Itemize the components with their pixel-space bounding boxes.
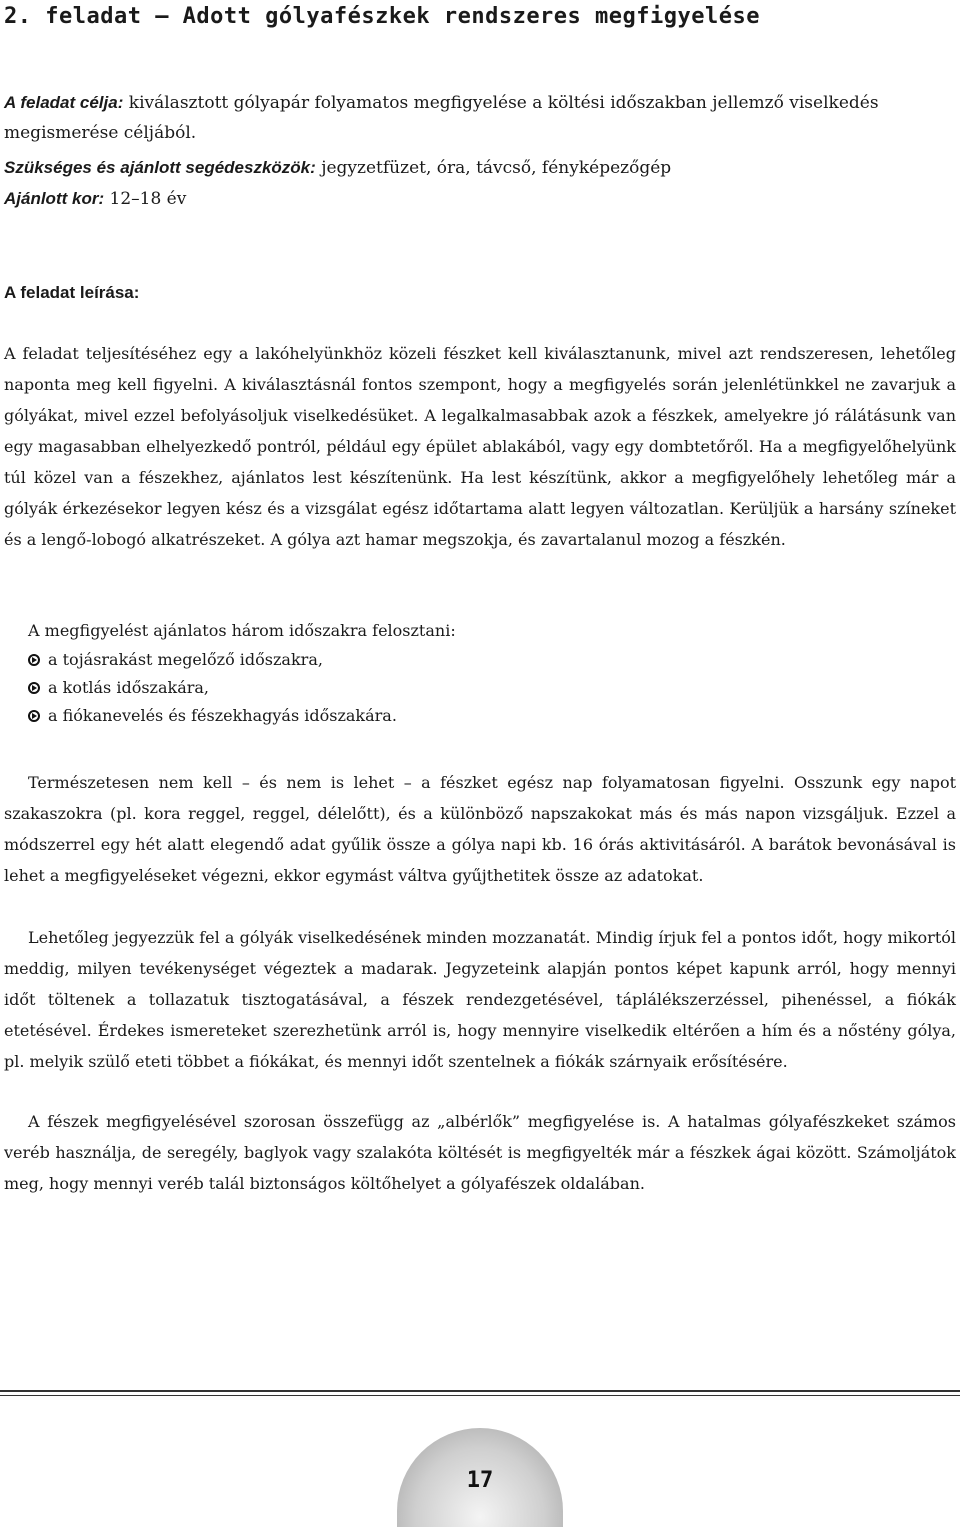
page-number: 17 (466, 1468, 494, 1493)
list-item: a tojásrakást megelőző időszakra, (28, 646, 397, 674)
paragraph-schedule: Természetesen nem kell – és nem is lehet – a fészket egész nap folyamatosan figyelni. Osszunk egy napot szakaszokra (pl. kora reggel, reggel, délelőtt), és a különböző napszakokat más és más napon vizsgáljuk. Ezzel a módszerrel egy hét alatt elegendő adat gyűlik össze a gólya napi kb. 16 órás aktivitásáról. A barátok bevonásával is lehet a megfigyeléseket végezni, ekkor egymást váltva gyűjthetitek össze az adatokat. (4, 773, 956, 885)
list-item: a kotlás időszakára, (28, 674, 397, 702)
period-list (28, 646, 397, 730)
paragraph-tenants: A fészek megfigyelésével szorosan összefügg az „albérlők” megfigyelése is. A hatalmas gólyafészkeket számos veréb használja, de seregély, baglyok vagy szalakóta költését is megfigyelték már a fészkek ágai között. Számoljátok meg, hogy mennyi veréb talál biztonságos költőhelyet a gólyafészek oldalában. (4, 1112, 956, 1193)
circle-arrow-bullet-icon (28, 710, 40, 722)
age-text: 12–18 év (109, 189, 187, 209)
footer-rule (0, 1390, 960, 1396)
paragraph-notes: Lehetőleg jegyezzük fel a gólyák viselkedésének minden mozzanatát. Mindig írjuk fel a pontos időt, hogy mikortól meddig, milyen tevékenységet végeztek a madarak. Jegyzeteink alapján pontos képet kapunk arról, hogy mennyi időt töltenek a tollazatuk tisztogatásával, a fészek rendezgetésével, táplálékszerzéssel, pihenéssel, a fiókák etetésével. Érdekes ismereteket szerezhetünk arról is, hogy mennyire viselkedik eltérően a hím és a nőstény gólya, pl. melyik szülő eteti többet a fiókákat, és mennyi időt szentelnek a fiókák szárnyaik erősítésére. (4, 928, 956, 1071)
goal-text: kiválasztott gólyapár folyamatos megfigyelése a költési időszakban jellemző viselkedés megismerése céljából. (4, 93, 879, 143)
description-title: A feladat leírása: (4, 283, 140, 302)
tools-label: Szükséges és ajánlott segédeszközök: (4, 158, 316, 177)
circle-arrow-bullet-icon (28, 682, 40, 694)
page-title: 2. feladat – Adott gólyafészkek rendszeres megfigyelése (4, 4, 760, 29)
paragraph-selection: A feladat teljesítéséhez egy a lakóhelyünkhöz közeli fészket kell kiválasztanunk, mivel azt rendszeresen, lehetőleg naponta meg kell figyelni. A kiválasztásnál fontos szempont, hogy a megfigyelés során jelenlétünkkel ne zavarjuk a gólyákat, mivel ezzel befolyásoljuk viselkedésüket. A legalkalmasabbak azok a fészkek, amelyekre jó rálátásunk van egy magasabban elhelyezkedő pontról, például egy épület ablakából, vagy egy dombtetőről. Ha a megfigyelőhelyünk túl közel van a fészekhez, ajánlatos lest készítenünk. Ha lest készítünk, akkor a megfigyelőhely lehetőleg már a gólyák érkezésekor legyen kész és a vizsgálat egész időtartama alatt legyen változatlan. Kerüljük a harsány színeket és a lengő-lobogó alkatrészeket. A gólya azt hamar megszokja, és zavartalanul mozog a fészkén. (4, 344, 956, 549)
list-intro: A megfigyelést ajánlatos három időszakra felosztani: (28, 621, 456, 640)
page-number-tab (397, 1428, 563, 1527)
age-label: Ajánlott kor: (4, 189, 105, 208)
goal-line (4, 88, 954, 148)
age-line (4, 184, 954, 214)
tools-line (4, 153, 954, 183)
goal-label: A feladat célja: (4, 93, 124, 112)
list-item: a fiókanevelés és fészekhagyás időszakára. (28, 702, 397, 730)
circle-arrow-bullet-icon (28, 654, 40, 666)
tools-text: jegyzetfüzet, óra, távcső, fényképezőgép (321, 158, 672, 178)
